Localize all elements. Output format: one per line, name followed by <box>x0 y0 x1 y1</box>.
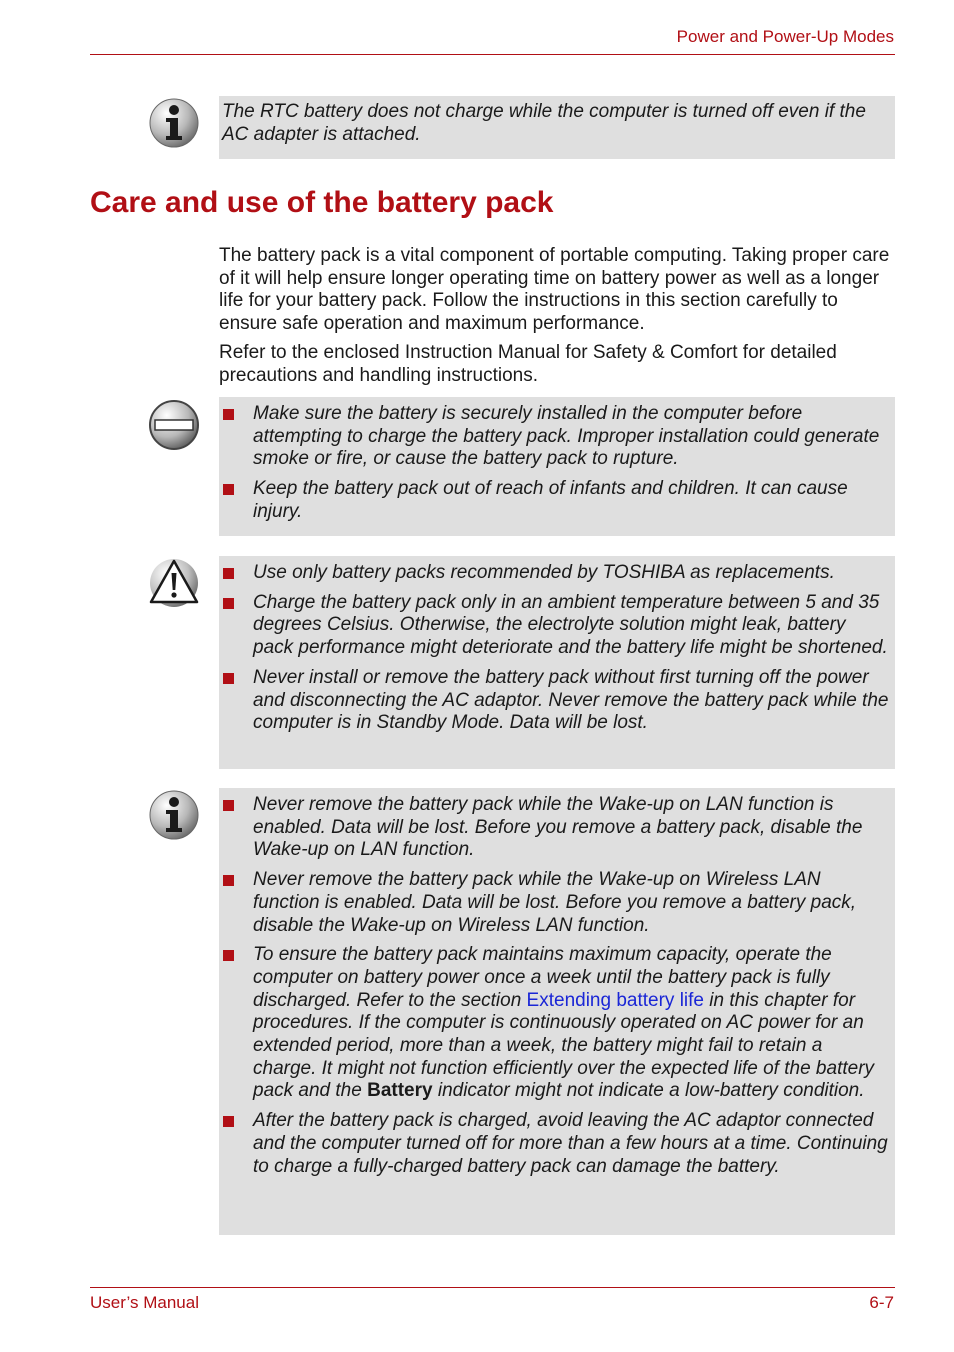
list-item: Never install or remove the battery pack without first turning off the power and disconnecting the AC adaptor. Never remove the battery pack while the computer is in Standby Mode. Data will be lost. <box>219 667 889 735</box>
bullet-square-icon <box>223 950 234 961</box>
info-icon <box>149 790 199 840</box>
list-item: After the battery pack is charged, avoid leaving the AC adaptor connected and the computer turned off for more than a few hours at a time. Continuing to charge a fully-charged battery pack can damage the battery. <box>219 1110 889 1178</box>
bullet-square-icon <box>223 568 234 579</box>
section-title: Care and use of the battery pack <box>90 186 554 219</box>
warning-triangle-icon <box>149 558 199 608</box>
bullet-square-icon <box>223 484 234 495</box>
list-item: Never remove the battery pack while the Wake-up on LAN function is enabled. Data will be lost. Before you remove a battery pack, disable the Wake-up on LAN function. <box>219 794 889 862</box>
list-item: Charge the battery pack only in an ambient temperature between 5 and 35 degrees Celsius. Otherwise, the electrolyte solution might leak, battery pack performance might deteriorate and the battery life might be shortened. <box>219 592 889 660</box>
body-paragraph: The battery pack is a vital component of portable computing. Taking proper care of it will help ensure longer operating time on battery power as well as a longer life for your battery pack. Follow the instructions in this section carefully to ensure safe operation and maximum performance. <box>219 245 890 335</box>
footer-manual-label: User’s Manual <box>90 1293 199 1312</box>
bullet-square-icon <box>223 875 234 886</box>
header-rule <box>90 54 895 55</box>
bullet-square-icon <box>223 1116 234 1127</box>
warning-list <box>219 562 889 735</box>
page-header-title: Power and Power-Up Modes <box>676 27 894 46</box>
bullet-square-icon <box>223 800 234 811</box>
bullet-square-icon <box>223 598 234 609</box>
bullet-square-icon <box>223 673 234 684</box>
list-item: Make sure the battery is securely installed in the computer before attempting to charge the battery pack. Improper installation could generate smoke or fire, or cause the battery pack to rupture. <box>219 403 889 471</box>
note-box-battery <box>219 788 895 1235</box>
note-box-rtc <box>219 96 895 159</box>
note-text: The RTC battery does not charge while the computer is turned off even if the AC adapter is attached. <box>222 101 866 145</box>
info-icon <box>149 98 199 148</box>
danger-box <box>219 397 895 536</box>
list-item: Keep the battery pack out of reach of infants and children. It can cause injury. <box>219 478 889 523</box>
bullet-square-icon <box>223 409 234 420</box>
list-item: Never remove the battery pack while the Wake-up on Wireless LAN function is enabled. Data will be lost. Before you remove a battery pack, disable the Wake-up on Wireless LAN function. <box>219 869 889 937</box>
list-item: Use only battery packs recommended by TOSHIBA as replacements. <box>219 562 889 585</box>
list-item: To ensure the battery pack maintains maximum capacity, operate the computer on battery power once a week until the battery pack is fully discharged. Refer to the section Extending battery life in this chapter for procedures. If the computer is continuously operated on AC power for an extended period, more than a week, the battery might fail to retain a charge. It might not function efficiently over the expected life of the battery pack and the Battery indicator might not indicate a low-battery condition. <box>219 944 889 1103</box>
footer-rule <box>90 1287 895 1288</box>
body-paragraph: Refer to the enclosed Instruction Manual for Safety & Comfort for detailed precautions and handling instructions. <box>219 342 837 386</box>
battery-indicator-label: Battery <box>367 1080 433 1102</box>
note-list <box>219 794 889 1178</box>
danger-list <box>219 403 889 524</box>
no-entry-icon <box>149 400 199 450</box>
page-number: 6-7 <box>869 1293 894 1312</box>
extending-battery-life-link[interactable]: Extending battery life <box>526 989 704 1011</box>
warning-box <box>219 556 895 769</box>
